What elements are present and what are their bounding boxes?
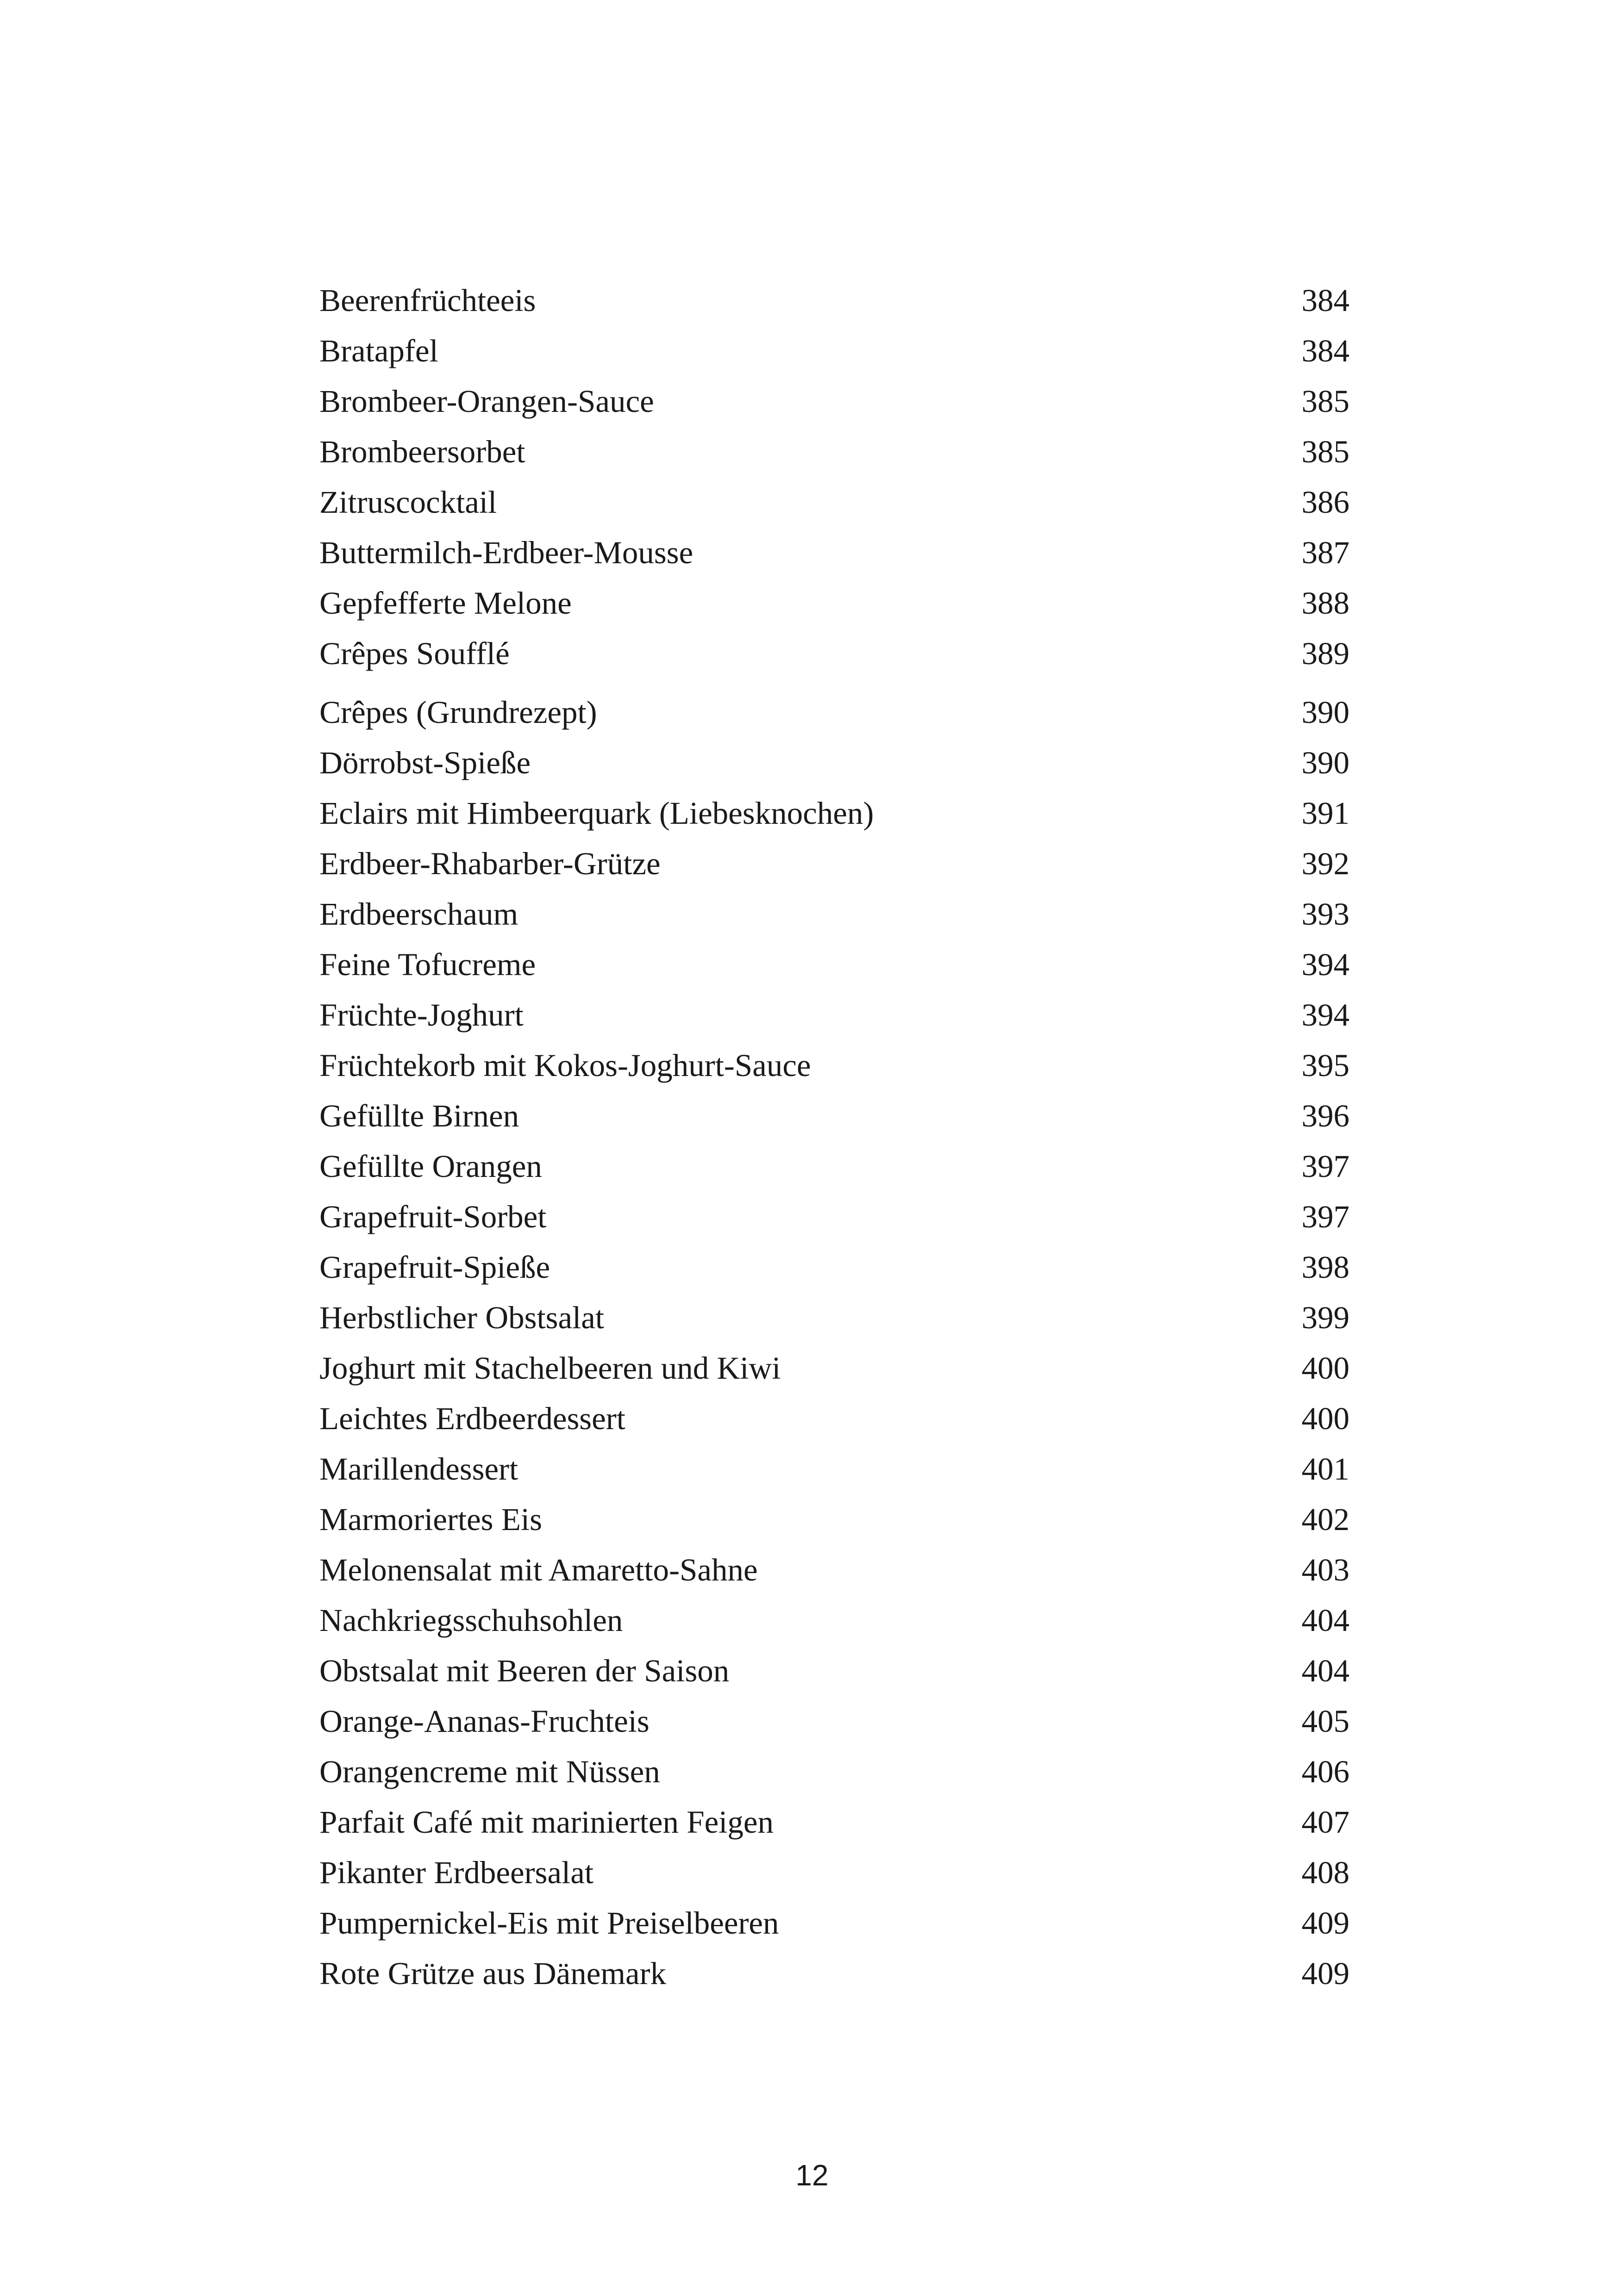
- toc-entry-page: 384: [1301, 283, 1349, 318]
- toc-entry-title: Orangencreme mit Nüssen: [319, 1754, 660, 1789]
- toc-entry-title: Erdbeerschaum: [319, 896, 518, 932]
- toc-entry-page: 404: [1301, 1653, 1349, 1688]
- toc-entry-page: 387: [1301, 535, 1349, 570]
- toc-entry-title: Brombeer-Orangen-Sauce: [319, 384, 654, 419]
- toc-entry: [319, 1898, 1349, 1948]
- toc-entry-page: 388: [1301, 585, 1349, 621]
- toc-entry-title: Melonensalat mit Amaretto-Sahne: [319, 1552, 758, 1587]
- toc-entry: [319, 1141, 1349, 1192]
- toc-entry-page: 394: [1301, 997, 1349, 1033]
- toc-entry-title: Eclairs mit Himbeerquark (Liebesknochen): [319, 796, 874, 831]
- toc-entry: [319, 788, 1349, 839]
- toc-entry: [319, 1595, 1349, 1646]
- toc-entry: [319, 1747, 1349, 1797]
- toc-entry: [319, 1293, 1349, 1343]
- toc-entry-title: Dörrobst-Spieße: [319, 745, 531, 780]
- toc-entry-title: Grapefruit-Spieße: [319, 1250, 550, 1285]
- toc-entry-title: Crêpes (Grundrezept): [319, 695, 597, 730]
- toc-entry-title: Gefüllte Orangen: [319, 1149, 542, 1184]
- table-of-contents: [319, 275, 1349, 1999]
- toc-entry-page: 400: [1301, 1401, 1349, 1436]
- toc-entry: [319, 1948, 1349, 1999]
- toc-entry: [319, 1091, 1349, 1141]
- toc-entry-page: 406: [1301, 1754, 1349, 1789]
- toc-entry-page: 395: [1301, 1048, 1349, 1083]
- toc-entry-title: Beerenfrüchteeis: [319, 283, 536, 318]
- toc-entry: [319, 940, 1349, 990]
- toc-entry-page: 405: [1301, 1704, 1349, 1739]
- toc-entry-page: 401: [1301, 1451, 1349, 1487]
- toc-entry-page: 400: [1301, 1350, 1349, 1386]
- toc-entry-title: Früchte-Joghurt: [319, 997, 524, 1033]
- toc-entry-title: Erdbeer-Rhabarber-Grütze: [319, 846, 661, 881]
- toc-entry-page: 390: [1301, 745, 1349, 780]
- footer-page-number: 12: [795, 2159, 829, 2192]
- toc-entry-title: Marillendessert: [319, 1451, 518, 1487]
- toc-entry-page: 399: [1301, 1300, 1349, 1335]
- toc-entry-title: Gefüllte Birnen: [319, 1098, 519, 1133]
- toc-entry: [319, 275, 1349, 326]
- toc-entry-page: 408: [1301, 1855, 1349, 1890]
- toc-entry-title: Marmoriertes Eis: [319, 1502, 542, 1537]
- toc-entry-page: 398: [1301, 1250, 1349, 1285]
- toc-entry-page: 404: [1301, 1603, 1349, 1638]
- toc-entry-page: 396: [1301, 1098, 1349, 1133]
- toc-entry: [319, 427, 1349, 477]
- toc-entry-title: Pumpernickel-Eis mit Preiselbeeren: [319, 1905, 779, 1941]
- toc-entry-page: 407: [1301, 1804, 1349, 1840]
- toc-entry-page: 394: [1301, 947, 1349, 982]
- toc-entry-title: Herbstlicher Obstsalat: [319, 1300, 605, 1335]
- toc-entry-title: Gepfefferte Melone: [319, 585, 572, 621]
- toc-entry-page: 402: [1301, 1502, 1349, 1537]
- toc-entry-page: 409: [1301, 1905, 1349, 1941]
- toc-entry-title: Crêpes Soufflé: [319, 636, 510, 671]
- toc-entry-title: Grapefruit-Sorbet: [319, 1199, 547, 1234]
- toc-entry-page: 385: [1301, 384, 1349, 419]
- toc-entry: [319, 1646, 1349, 1696]
- toc-entry: [319, 1242, 1349, 1293]
- toc-entry-page: 409: [1301, 1956, 1349, 1991]
- toc-entry-title: Nachkriegsschuhsohlen: [319, 1603, 623, 1638]
- toc-entry-title: Bratapfel: [319, 333, 438, 368]
- toc-entry: [319, 578, 1349, 628]
- toc-entry: [319, 1545, 1349, 1595]
- toc-entry-page: 389: [1301, 636, 1349, 671]
- toc-entry-page: 397: [1301, 1199, 1349, 1234]
- toc-entry: [319, 1494, 1349, 1545]
- toc-entry: [319, 326, 1349, 376]
- toc-entry: [319, 1343, 1349, 1394]
- toc-entry: [319, 889, 1349, 940]
- toc-entry: [319, 1040, 1349, 1091]
- toc-entry-page: 403: [1301, 1552, 1349, 1587]
- toc-entry-title: Früchtekorb mit Kokos-Joghurt-Sauce: [319, 1048, 811, 1083]
- toc-entry-title: Brombeersorbet: [319, 434, 525, 469]
- toc-entry-title: Leichtes Erdbeerdessert: [319, 1401, 625, 1436]
- toc-entry: [319, 1394, 1349, 1444]
- toc-entry-title: Pikanter Erdbeersalat: [319, 1855, 593, 1890]
- toc-entry: [319, 376, 1349, 427]
- toc-entry-page: 391: [1301, 796, 1349, 831]
- toc-entry-page: 384: [1301, 333, 1349, 368]
- toc-entry-title: Feine Tofucreme: [319, 947, 536, 982]
- toc-entry: [319, 687, 1349, 738]
- toc-entry: [319, 1797, 1349, 1848]
- toc-entry: [319, 1444, 1349, 1494]
- toc-entry: [319, 1848, 1349, 1898]
- toc-entry: [319, 477, 1349, 528]
- toc-entry-title: Joghurt mit Stachelbeeren und Kiwi: [319, 1350, 781, 1386]
- toc-entry-page: 392: [1301, 846, 1349, 881]
- toc-entry: [319, 1696, 1349, 1747]
- toc-entry-title: Orange-Ananas-Fruchteis: [319, 1704, 650, 1739]
- toc-entry: [319, 1192, 1349, 1242]
- toc-entry-title: Rote Grütze aus Dänemark: [319, 1956, 667, 1991]
- toc-entry: [319, 528, 1349, 578]
- toc-entry: [319, 738, 1349, 788]
- toc-entry: [319, 839, 1349, 889]
- toc-entry-title: Buttermilch-Erdbeer-Mousse: [319, 535, 693, 570]
- toc-entry-title: Zitruscocktail: [319, 485, 497, 520]
- toc-entry: [319, 628, 1349, 679]
- toc-entry: [319, 990, 1349, 1040]
- toc-entry-page: 386: [1301, 485, 1349, 520]
- toc-entry-page: 385: [1301, 434, 1349, 469]
- toc-entry-page: 390: [1301, 695, 1349, 730]
- toc-entry-page: 397: [1301, 1149, 1349, 1184]
- toc-entry-title: Parfait Café mit marinierten Feigen: [319, 1804, 774, 1840]
- toc-entry-page: 393: [1301, 896, 1349, 932]
- toc-entry-title: Obstsalat mit Beeren der Saison: [319, 1653, 730, 1688]
